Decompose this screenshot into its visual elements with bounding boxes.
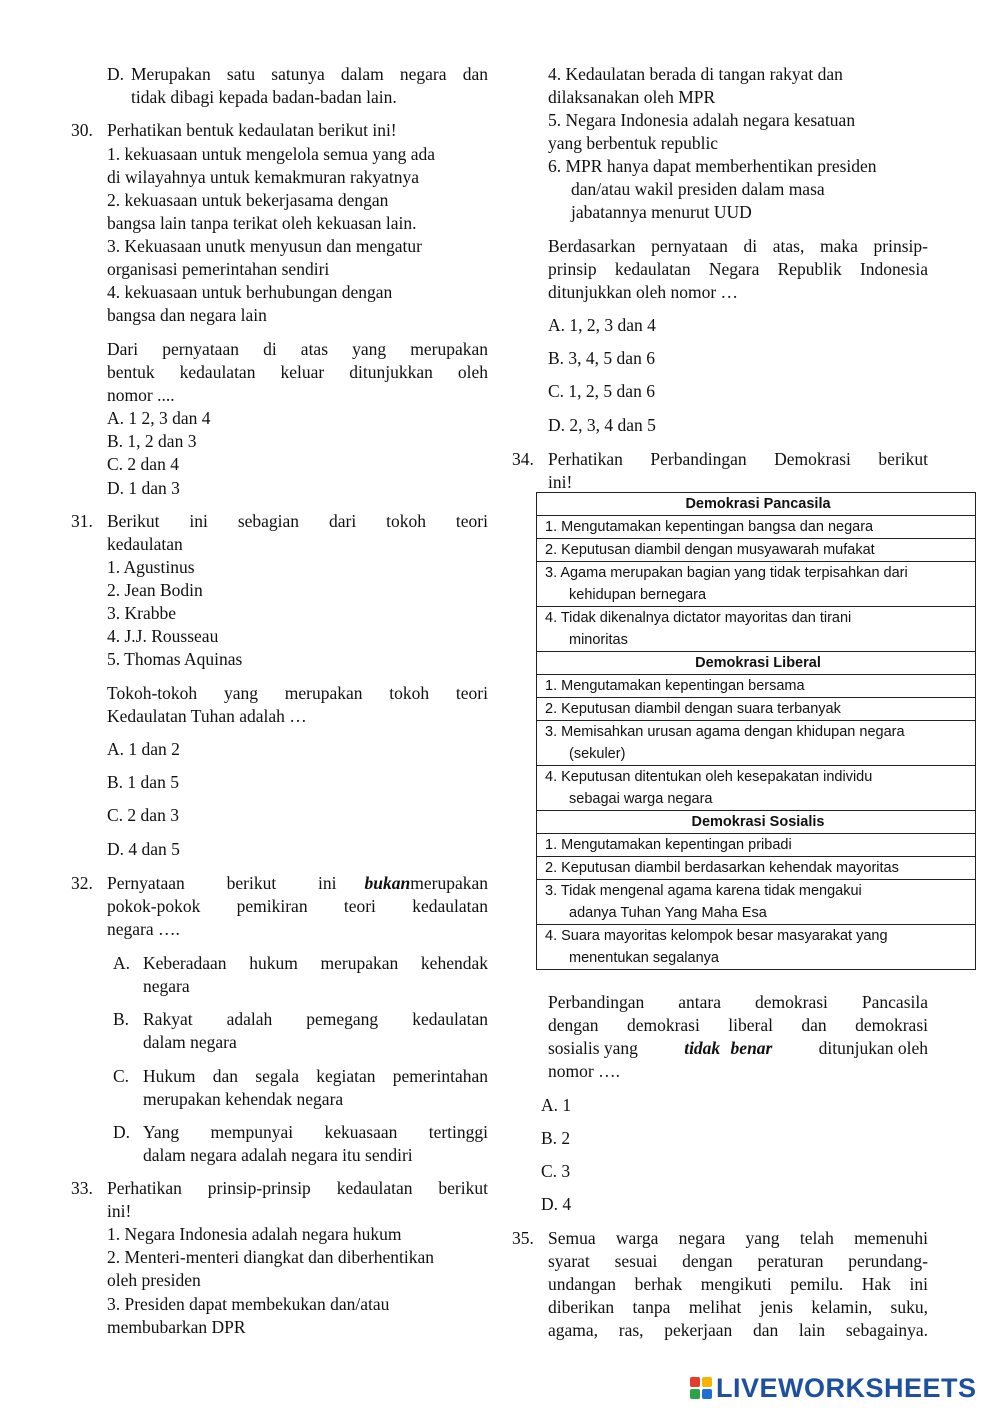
statement-line: yang berbentuk republic <box>548 133 719 153</box>
cell-line: menentukan segalanya <box>569 950 719 966</box>
question-stem: ini! <box>548 472 573 492</box>
option-text: dalam negara <box>143 1032 237 1052</box>
text-emphasis: tidak benar <box>684 1038 773 1058</box>
table-cell <box>537 925 976 970</box>
cell-line: sebagai warga negara <box>569 791 713 807</box>
cell-line: 4. Keputusan ditentukan oleh kesepakatan individu <box>545 769 873 785</box>
question-text: Berdasarkan pernyataan di atas, maka prinsip- <box>548 236 928 256</box>
q31-option-a[interactable]: A. 1 dan 2 <box>107 739 180 759</box>
table-cell <box>537 721 976 766</box>
cell-line: (sekuler) <box>569 746 626 762</box>
table-row <box>537 766 976 811</box>
question-text: agama, ras, pekerjaan dan lain sebagainya. <box>548 1320 928 1340</box>
text-suffix: ditunjukan oleh <box>818 1038 928 1058</box>
question-text: Semua warga negara yang telah memenuhi <box>548 1228 928 1248</box>
liveworksheets-logo[interactable] <box>690 1372 977 1404</box>
question-text: ditunjukkan oleh nomor … <box>548 282 739 302</box>
question-text: Perbandingan antara demokrasi Pancasila <box>548 992 928 1012</box>
question-text: nomor .... <box>107 385 175 405</box>
table-row <box>537 607 976 652</box>
stem-prefix: Pernyataan berikut ini <box>107 873 337 893</box>
option-text: Keberadaan hukum merupakan kehendak <box>143 953 488 973</box>
option-letter: D. <box>113 1122 131 1142</box>
stem-emphasis: bukan <box>364 873 411 893</box>
table-row <box>537 675 976 698</box>
option-text: Rakyat adalah pemegang kedaulatan <box>143 1009 488 1029</box>
statement-line: dan/atau wakil presiden dalam masa <box>571 179 825 199</box>
list-item: 3. Krabbe <box>107 603 177 623</box>
question-text: undangan berhak mengikuti pemilu. Hak ini <box>548 1274 928 1294</box>
option-text: Yang mempunyai kekuasaan tertinggi <box>143 1122 488 1142</box>
statement-line: 2. Menteri-menteri diangkat dan diberhentikan <box>107 1247 435 1267</box>
option-letter: D. <box>107 64 125 84</box>
question-stem: Berikut ini sebagian dari tokoh teori <box>107 511 488 531</box>
q33-option-a[interactable]: A. 1, 2, 3 dan 4 <box>548 315 656 335</box>
table-header: Demokrasi Liberal <box>537 652 976 675</box>
q31-option-b[interactable]: B. 1 dan 5 <box>107 772 179 792</box>
statement-line: bangsa lain tanpa terikat oleh kekuasan lain. <box>107 213 417 233</box>
table-cell: 2. Keputusan diambil dengan musyawarah mufakat <box>537 539 976 562</box>
question-number: 32. <box>71 873 93 893</box>
question-number: 30. <box>71 120 93 140</box>
question-stem: kedaulatan <box>107 534 183 554</box>
question-stem: Perhatikan bentuk kedaulatan berikut ini! <box>107 120 397 140</box>
table-cell: 2. Keputusan diambil dengan suara terbanyak <box>537 698 976 721</box>
q33-option-b[interactable]: B. 3, 4, 5 dan 6 <box>548 348 655 368</box>
table-row <box>537 493 976 516</box>
question-stem <box>107 872 488 895</box>
question-stem: Perhatikan prinsip-prinsip kedaulatan berikut <box>107 1178 488 1198</box>
cell-line: adanya Tuhan Yang Maha Esa <box>569 905 767 921</box>
statement-line: 2. kekuasaan untuk bekerjasama dengan <box>107 190 389 210</box>
question-stem: pokok-pokok pemikiran teori kedaulatan <box>107 896 488 916</box>
statement-line: 1. kekuasaan untuk mengelola semua yang ada <box>107 144 436 164</box>
q34-option-a[interactable]: A. 1 <box>541 1095 572 1115</box>
table-cell <box>537 880 976 925</box>
question-text: dengan demokrasi liberal dan demokrasi <box>548 1015 928 1035</box>
option-text: Hukum dan segala kegiatan pemerintahan <box>143 1066 488 1086</box>
question-text: prinsip kedaulatan Negara Republik Indonesia <box>548 259 928 279</box>
q34-option-b[interactable]: B. 2 <box>541 1128 571 1148</box>
statement-line: oleh presiden <box>107 1270 201 1290</box>
statement-line: 3. Presiden dapat membekukan dan/atau <box>107 1294 390 1314</box>
table-row <box>537 698 976 721</box>
question-text <box>548 1037 928 1060</box>
option-text: negara <box>143 976 190 996</box>
table-row <box>537 857 976 880</box>
table-cell <box>537 766 976 811</box>
table-header: Demokrasi Sosialis <box>537 811 976 834</box>
stem-suffix: merupakan <box>410 873 488 893</box>
q30-option-c[interactable]: C. 2 dan 4 <box>107 454 179 474</box>
cell-line: 3. Agama merupakan bagian yang tidak terpisahkan dari <box>545 565 908 581</box>
question-stem: negara …. <box>107 919 180 939</box>
question-text: nomor …. <box>548 1061 620 1081</box>
q30-option-a[interactable]: A. 1 2, 3 dan 4 <box>107 408 211 428</box>
q33-option-c[interactable]: C. 1, 2, 5 dan 6 <box>548 381 655 401</box>
question-number: 34. <box>512 449 534 469</box>
statement-line: bangsa dan negara lain <box>107 305 267 325</box>
table-row <box>537 834 976 857</box>
q34-option-d[interactable]: D. 4 <box>541 1194 572 1214</box>
q30-option-b[interactable]: B. 1, 2 dan 3 <box>107 431 197 451</box>
cell-line: kehidupan bernegara <box>569 587 707 603</box>
table-row <box>537 539 976 562</box>
cell-line: 3. Tidak mengenal agama karena tidak mengakui <box>545 883 862 899</box>
statement-line: dilaksanakan oleh MPR <box>548 87 716 107</box>
statement-line: organisasi pemerintahan sendiri <box>107 259 330 279</box>
table-row <box>537 811 976 834</box>
statement-line: 5. Negara Indonesia adalah negara kesatuan <box>548 110 856 130</box>
question-number: 31. <box>71 511 93 531</box>
q33-option-d[interactable]: D. 2, 3, 4 dan 5 <box>548 415 656 435</box>
option-text: tidak dibagi kepada badan-badan lain. <box>131 87 397 107</box>
q31-option-c[interactable]: C. 2 dan 3 <box>107 805 179 825</box>
cell-line: 4. Tidak dikenalnya dictator mayoritas dan tirani <box>545 610 852 626</box>
statement-line: 3. Kekuasaan unutk menyusun dan mengatur <box>107 236 422 256</box>
table-row <box>537 925 976 970</box>
table-header: Demokrasi Pancasila <box>537 493 976 516</box>
statement-line: 4. kekuasaan untuk berhubungan dengan <box>107 282 393 302</box>
cell-line: 4. Suara mayoritas kelompok besar masyarakat yang <box>545 928 888 944</box>
question-text: diberikan tanpa melihat jenis kelamin, suku, <box>548 1297 928 1317</box>
statement-line: 6. MPR hanya dapat memberhentikan presiden <box>548 156 877 176</box>
list-item: 1. Agustinus <box>107 557 195 577</box>
option-letter: C. <box>113 1066 130 1086</box>
statement-line: jabatannya menurut UUD <box>571 202 752 222</box>
table-row <box>537 880 976 925</box>
table-cell: 1. Mengutamakan kepentingan bersama <box>537 675 976 698</box>
table-cell <box>537 607 976 652</box>
option-text: merupakan kehendak negara <box>143 1089 344 1109</box>
q31-option-d[interactable]: D. 4 dan 5 <box>107 839 180 859</box>
q34-option-c[interactable]: C. 3 <box>541 1161 571 1181</box>
question-stem: Perhatikan Perbandingan Demokrasi berikut <box>548 449 928 469</box>
option-text: Merupakan satu satunya dalam negara dan <box>131 64 488 84</box>
option-text: dalam negara adalah negara itu sendiri <box>143 1145 413 1165</box>
table-cell: 2. Keputusan diambil berdasarkan kehendak mayoritas <box>537 857 976 880</box>
statement-line: membubarkan DPR <box>107 1317 246 1337</box>
democracy-comparison-table <box>536 492 976 970</box>
logo-text: LIVEWORKSHEETS <box>716 1372 977 1403</box>
cell-line: minoritas <box>569 632 628 648</box>
text-prefix: sosialis yang <box>548 1038 638 1058</box>
cell-line: 3. Memisahkan urusan agama dengan khidupan negara <box>545 724 905 740</box>
table-row <box>537 721 976 766</box>
question-text: bentuk kedaulatan keluar ditunjukkan oleh <box>107 362 488 382</box>
question-text: Tokoh-tokoh yang merupakan tokoh teori <box>107 683 488 703</box>
question-number: 35. <box>512 1228 534 1248</box>
list-item: 5. Thomas Aquinas <box>107 649 243 669</box>
table-cell: 1. Mengutamakan kepentingan pribadi <box>537 834 976 857</box>
question-text: Kedaulatan Tuhan adalah … <box>107 706 307 726</box>
statement-line: 4. Kedaulatan berada di tangan rakyat dan <box>548 64 843 84</box>
logo-mark-icon <box>690 1377 712 1399</box>
table-cell: 1. Mengutamakan kepentingan bangsa dan negara <box>537 516 976 539</box>
table-cell <box>537 562 976 607</box>
table-row <box>537 562 976 607</box>
list-item: 4. J.J. Rousseau <box>107 626 219 646</box>
q30-option-d[interactable]: D. 1 dan 3 <box>107 478 180 498</box>
statement-line: 1. Negara Indonesia adalah negara hukum <box>107 1224 402 1244</box>
question-number: 33. <box>71 1178 93 1198</box>
question-text: syarat sesuai dengan peraturan perundang- <box>548 1251 928 1271</box>
question-text: Dari pernyataan di atas yang merupakan <box>107 339 488 359</box>
option-letter: A. <box>113 953 131 973</box>
table-row <box>537 652 976 675</box>
table-row <box>537 516 976 539</box>
option-letter: B. <box>113 1009 130 1029</box>
statement-line: di wilayahnya untuk kemakmuran rakyatnya <box>107 167 419 187</box>
question-stem: ini! <box>107 1201 132 1221</box>
list-item: 2. Jean Bodin <box>107 580 203 600</box>
